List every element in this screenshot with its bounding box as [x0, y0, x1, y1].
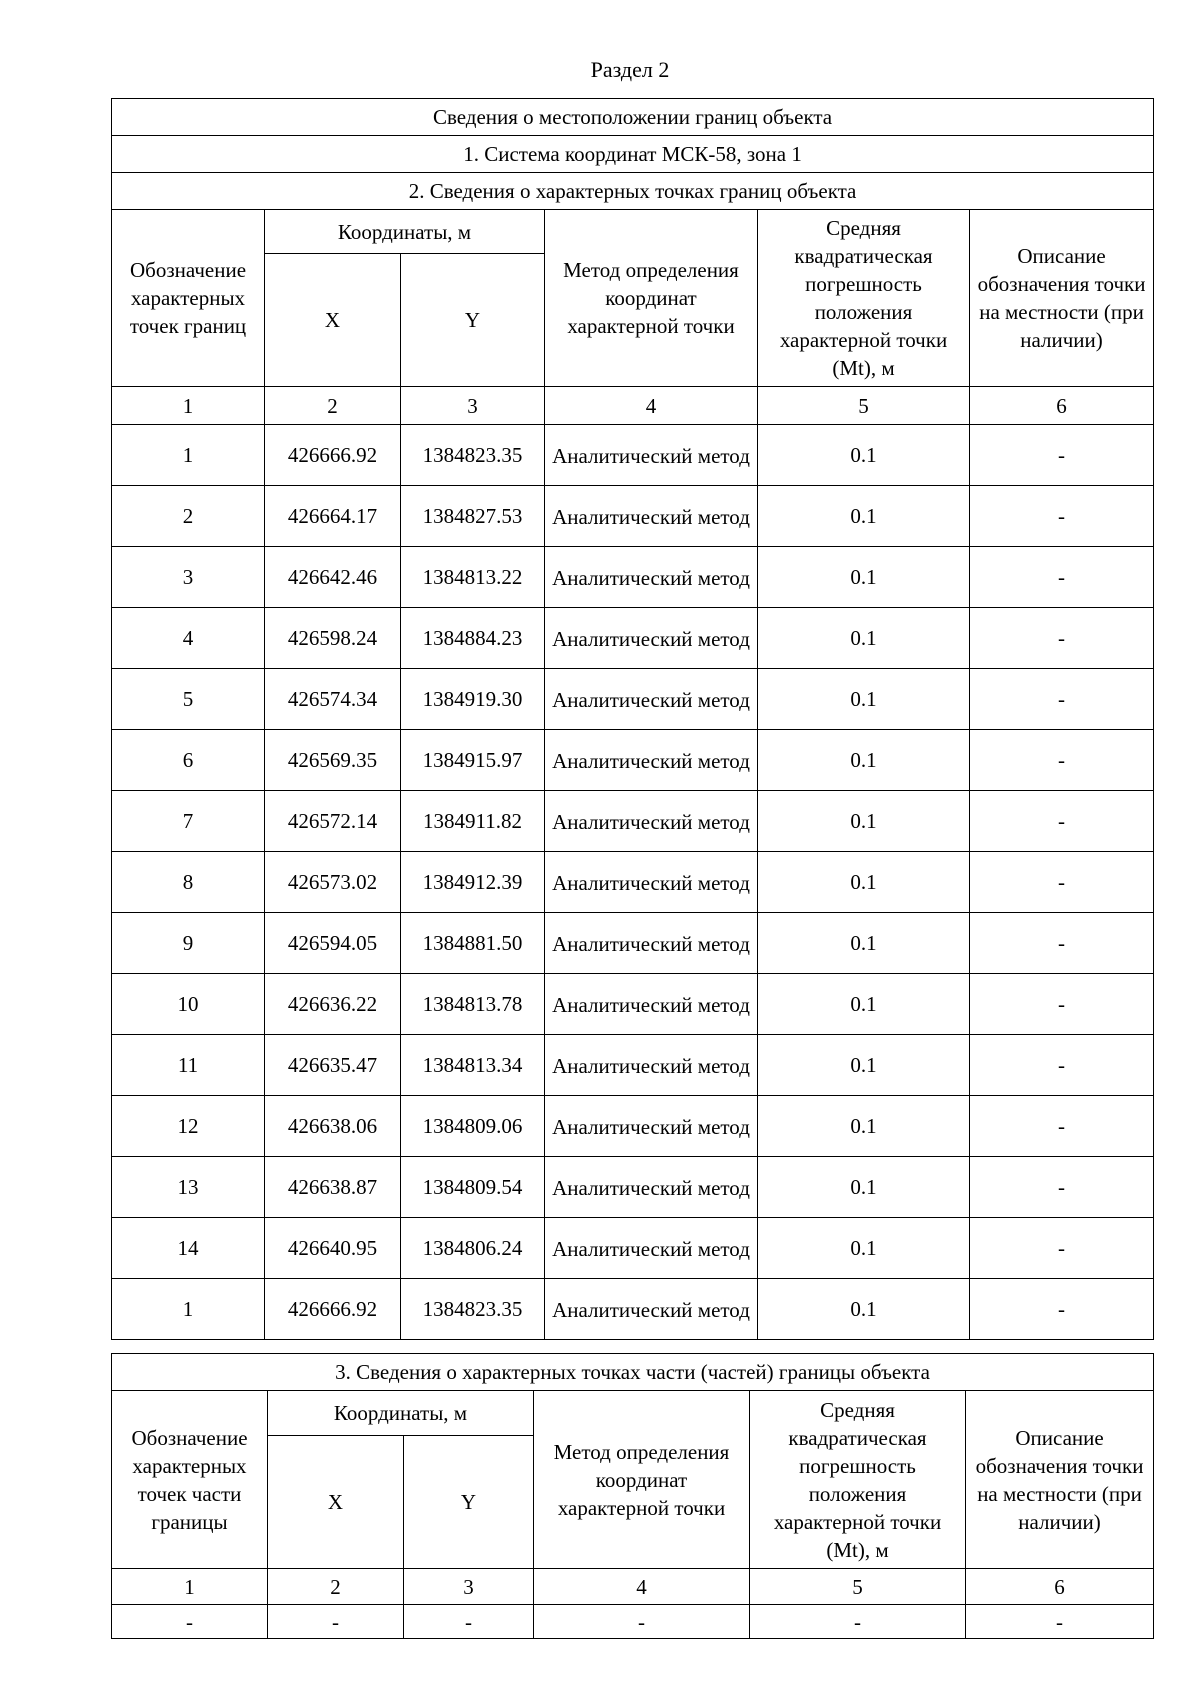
header-coordinates: Координаты, м [268, 1391, 534, 1436]
cell-x: 426572.14 [265, 791, 401, 852]
cell-error: 0.1 [758, 1157, 970, 1218]
table-row [112, 852, 1154, 913]
table-row [112, 1605, 1154, 1639]
cell-y: 1384813.78 [401, 974, 545, 1035]
header-coordinates: Координаты, м [265, 210, 545, 254]
cell-x: 426598.24 [265, 608, 401, 669]
cell-point-number: 3 [112, 547, 265, 608]
cell-point-number: 4 [112, 608, 265, 669]
cell-y: 1384806.24 [401, 1218, 545, 1279]
table-title: 3. Сведения о характерных точках части (частей) границы объекта [112, 1354, 1154, 1391]
cell-x: 426574.34 [265, 669, 401, 730]
cell-method: Аналитический метод [545, 913, 758, 974]
cell-x: 426640.95 [265, 1218, 401, 1279]
cell-x: 426638.06 [265, 1096, 401, 1157]
cell-point-number: - [112, 1605, 268, 1639]
header-y: Y [404, 1436, 534, 1569]
cell-x: 426573.02 [265, 852, 401, 913]
cell-error: 0.1 [758, 791, 970, 852]
cell-description: - [970, 669, 1154, 730]
cell-method: Аналитический метод [545, 1096, 758, 1157]
table-subtitle: 2. Сведения о характерных точках границ объекта [112, 173, 1154, 210]
cell-error: 0.1 [758, 608, 970, 669]
cell-method: Аналитический метод [545, 791, 758, 852]
header-designation: Обозначение характерных точек части границы [112, 1391, 268, 1569]
cell-description: - [970, 1096, 1154, 1157]
cell-y: 1384912.39 [401, 852, 545, 913]
header-description: Описание обозначения точки на местности (при наличии) [966, 1391, 1154, 1569]
col-number: 2 [265, 387, 401, 425]
cell-description: - [970, 1218, 1154, 1279]
cell-method: Аналитический метод [545, 852, 758, 913]
cell-method: Аналитический метод [545, 1035, 758, 1096]
cell-x: 426666.92 [265, 425, 401, 486]
col-number: 3 [401, 387, 545, 425]
cell-y: 1384884.23 [401, 608, 545, 669]
cell-method: Аналитический метод [545, 1279, 758, 1340]
cell-description: - [970, 1035, 1154, 1096]
cell-point-number: 11 [112, 1035, 265, 1096]
header-error: Средняя квадратическая погрешность положения характерной точки (Mt), м [758, 210, 970, 387]
cell-x: - [268, 1605, 404, 1639]
boundary-points-table [111, 98, 1154, 1340]
cell-error: 0.1 [758, 730, 970, 791]
col-number: 4 [545, 387, 758, 425]
cell-point-number: 6 [112, 730, 265, 791]
table-row [112, 913, 1154, 974]
cell-description: - [970, 1157, 1154, 1218]
cell-description: - [970, 730, 1154, 791]
table-row [112, 486, 1154, 547]
col-number: 5 [758, 387, 970, 425]
cell-method: Аналитический метод [545, 669, 758, 730]
cell-x: 426569.35 [265, 730, 401, 791]
cell-x: 426638.87 [265, 1157, 401, 1218]
table-row [112, 608, 1154, 669]
header-y: Y [401, 254, 545, 387]
cell-y: 1384827.53 [401, 486, 545, 547]
cell-error: 0.1 [758, 1279, 970, 1340]
cell-description: - [970, 486, 1154, 547]
cell-error: 0.1 [758, 1218, 970, 1279]
col-number: 3 [404, 1569, 534, 1605]
cell-point-number: 5 [112, 669, 265, 730]
cell-error: 0.1 [758, 425, 970, 486]
cell-description: - [970, 852, 1154, 913]
header-error: Средняя квадратическая погрешность положения характерной точки (Mt), м [750, 1391, 966, 1569]
header-designation: Обозначение характерных точек границ [112, 210, 265, 387]
cell-point-number: 9 [112, 913, 265, 974]
cell-point-number: 1 [112, 425, 265, 486]
header-x: X [268, 1436, 404, 1569]
table-row [112, 1218, 1154, 1279]
cell-description: - [970, 608, 1154, 669]
cell-method: Аналитический метод [545, 486, 758, 547]
cell-y: 1384911.82 [401, 791, 545, 852]
part-boundary-points-table [111, 1353, 1154, 1639]
cell-point-number: 2 [112, 486, 265, 547]
cell-error: 0.1 [758, 852, 970, 913]
cell-error: 0.1 [758, 669, 970, 730]
cell-point-number: 14 [112, 1218, 265, 1279]
cell-error: 0.1 [758, 547, 970, 608]
col-number: 5 [750, 1569, 966, 1605]
cell-error: 0.1 [758, 1035, 970, 1096]
table-row [112, 1096, 1154, 1157]
cell-description: - [970, 547, 1154, 608]
cell-description: - [966, 1605, 1154, 1639]
table-row [112, 425, 1154, 486]
col-number: 4 [534, 1569, 750, 1605]
cell-y: 1384809.06 [401, 1096, 545, 1157]
cell-x: 426636.22 [265, 974, 401, 1035]
table-row [112, 791, 1154, 852]
cell-point-number: 7 [112, 791, 265, 852]
col-number: 6 [966, 1569, 1154, 1605]
header-method: Метод определения координат характерной точки [534, 1391, 750, 1569]
table-row [112, 669, 1154, 730]
cell-x: 426666.92 [265, 1279, 401, 1340]
cell-point-number: 8 [112, 852, 265, 913]
col-number: 2 [268, 1569, 404, 1605]
header-x: X [265, 254, 401, 387]
cell-y: 1384813.34 [401, 1035, 545, 1096]
cell-x: 426635.47 [265, 1035, 401, 1096]
cell-method: Аналитический метод [545, 547, 758, 608]
col-number: 1 [112, 387, 265, 425]
cell-y: 1384915.97 [401, 730, 545, 791]
cell-description: - [970, 425, 1154, 486]
table-row [112, 1279, 1154, 1340]
cell-x: 426594.05 [265, 913, 401, 974]
cell-method: Аналитический метод [545, 1218, 758, 1279]
cell-point-number: 10 [112, 974, 265, 1035]
cell-y: 1384809.54 [401, 1157, 545, 1218]
table-title: Сведения о местоположении границ объекта [112, 99, 1154, 136]
cell-method: Аналитический метод [545, 1157, 758, 1218]
cell-y: 1384823.35 [401, 425, 545, 486]
cell-description: - [970, 913, 1154, 974]
table-row [112, 974, 1154, 1035]
cell-x: 426642.46 [265, 547, 401, 608]
cell-error: - [750, 1605, 966, 1639]
cell-error: 0.1 [758, 913, 970, 974]
header-method: Метод определения координат характерной точки [545, 210, 758, 387]
table-row [112, 1035, 1154, 1096]
cell-y: 1384919.30 [401, 669, 545, 730]
cell-method: Аналитический метод [545, 730, 758, 791]
cell-y: 1384813.22 [401, 547, 545, 608]
cell-description: - [970, 1279, 1154, 1340]
cell-y: - [404, 1605, 534, 1639]
cell-method: Аналитический метод [545, 425, 758, 486]
table-row [112, 1157, 1154, 1218]
cell-description: - [970, 791, 1154, 852]
cell-error: 0.1 [758, 1096, 970, 1157]
table-row [112, 547, 1154, 608]
cell-method: Аналитический метод [545, 974, 758, 1035]
col-number: 1 [112, 1569, 268, 1605]
header-description: Описание обозначения точки на местности (при наличии) [970, 210, 1154, 387]
coordinate-system: 1. Система координат МСК-58, зона 1 [112, 136, 1154, 173]
cell-point-number: 12 [112, 1096, 265, 1157]
cell-error: 0.1 [758, 974, 970, 1035]
table-row [112, 730, 1154, 791]
cell-x: 426664.17 [265, 486, 401, 547]
cell-method: - [534, 1605, 750, 1639]
cell-description: - [970, 974, 1154, 1035]
cell-point-number: 1 [112, 1279, 265, 1340]
cell-error: 0.1 [758, 486, 970, 547]
cell-y: 1384881.50 [401, 913, 545, 974]
section-title: Раздел 2 [590, 57, 670, 82]
cell-y: 1384823.35 [401, 1279, 545, 1340]
cell-method: Аналитический метод [545, 608, 758, 669]
cell-point-number: 13 [112, 1157, 265, 1218]
col-number: 6 [970, 387, 1154, 425]
